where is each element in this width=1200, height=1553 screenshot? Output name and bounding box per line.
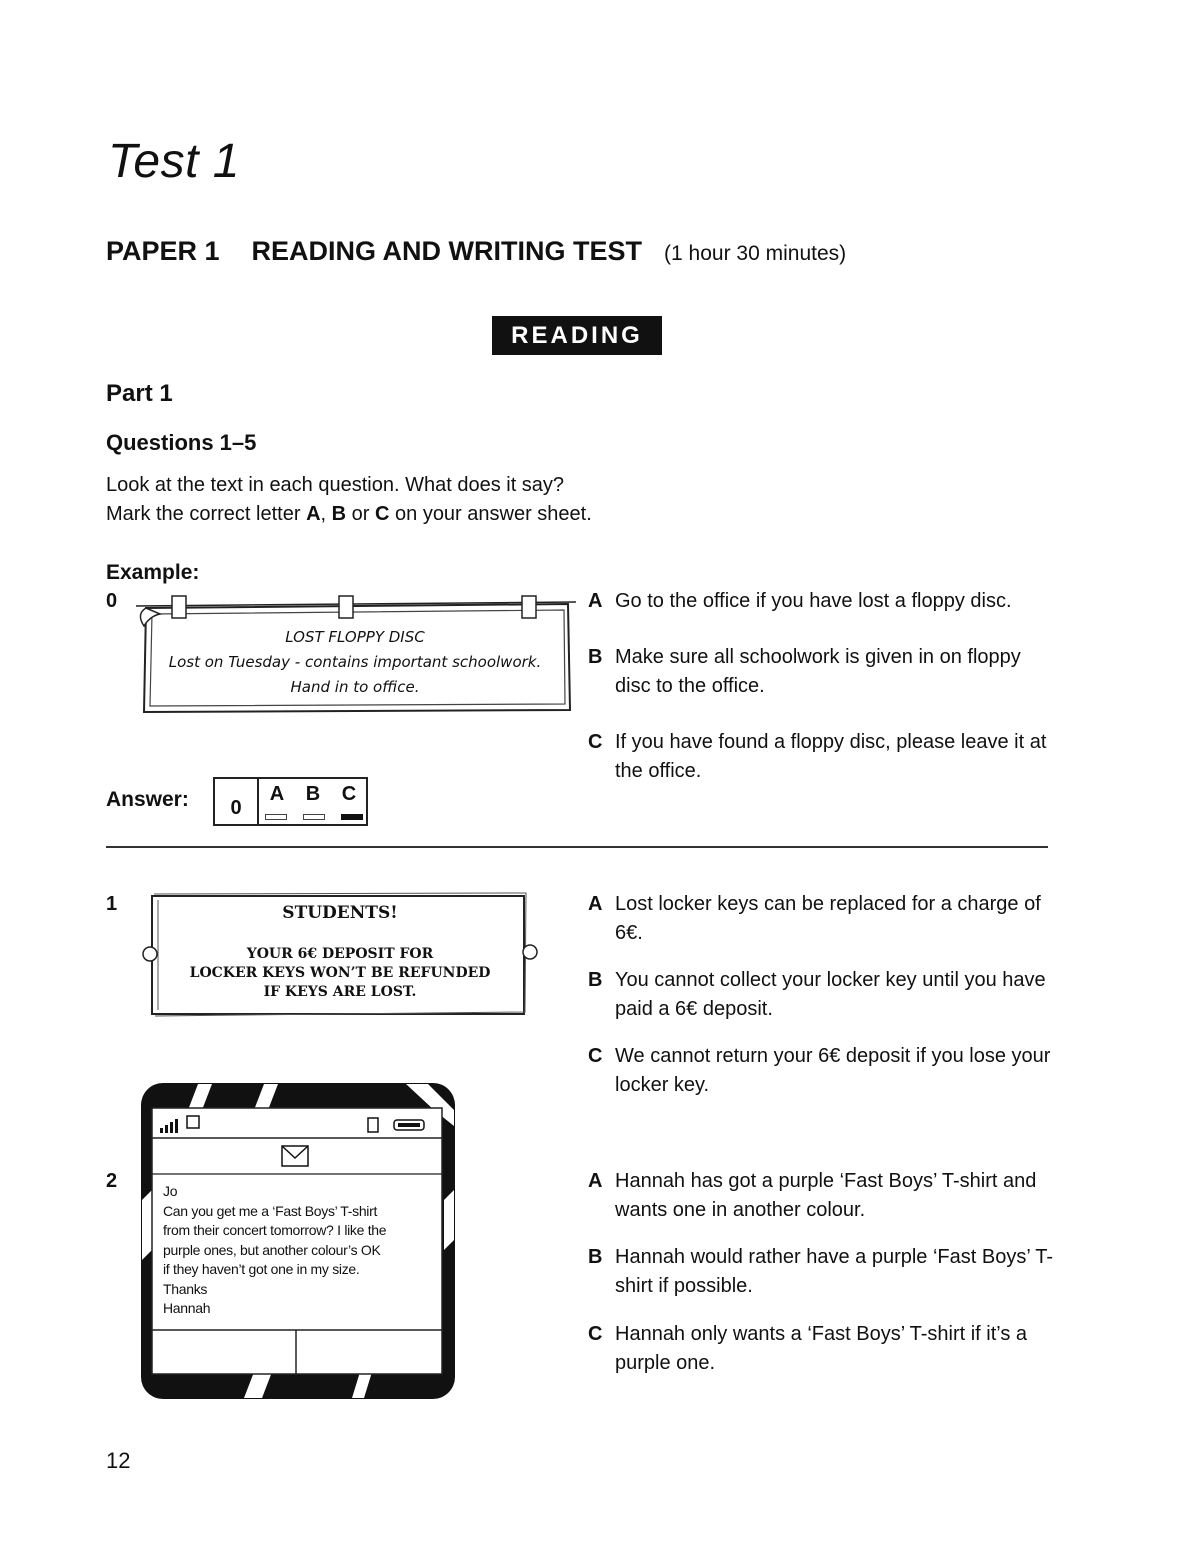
paper-name: READING AND WRITING TEST (251, 236, 643, 266)
answer-letter-b: B (305, 783, 321, 805)
answer-mark-a (265, 814, 287, 820)
option-letter: C (588, 1045, 603, 1067)
answer-letters (259, 783, 367, 806)
example-option-a (588, 587, 1058, 616)
answer-marks (265, 814, 363, 820)
instruction-letter-b: B (331, 503, 347, 525)
option-text: Go to the office if you have lost a floppy disc. (615, 590, 1012, 612)
instruction-text: , (320, 503, 332, 525)
option-text: Lost locker keys can be replaced for a charge of 6€. (615, 893, 1041, 944)
floppy-notice-text (150, 625, 560, 700)
option-text: Hannah only wants a ‘Fast Boys’ T-shirt if it’s a purple one. (615, 1323, 1028, 1374)
example-option-b (588, 643, 1058, 701)
questions-range: Questions 1–5 (106, 430, 257, 455)
option-letter: A (588, 893, 603, 915)
sms-line: from their concert tomorrow? I like the (163, 1222, 387, 1238)
option-text: Hannah has got a purple ‘Fast Boys’ T-shirt and wants one in another colour. (615, 1170, 1037, 1221)
option-letter: A (588, 590, 603, 612)
answer-number: 0 (215, 779, 259, 824)
notice-title: LOST FLOPPY DISC (285, 628, 425, 646)
answer-mark-c-selected (341, 814, 363, 820)
test-title: Test 1 (108, 135, 240, 188)
notice-line: LOCKER KEYS WON’T BE REFUNDED (189, 965, 491, 981)
paper-heading (106, 236, 846, 267)
question-2-option-a (588, 1167, 1058, 1225)
question-1-number: 1 (106, 893, 118, 915)
option-text: Make sure all schoolwork is given in on floppy disc to the office. (615, 646, 1021, 697)
option-text: If you have found a floppy disc, please leave it at the office. (615, 731, 1047, 782)
sms-line: purple ones, but another colour’s OK (163, 1241, 381, 1258)
option-letter: B (588, 969, 603, 991)
notice-line: Hand in to office. (290, 678, 420, 696)
sms-line: if they haven’t got one in my size. (163, 1261, 360, 1277)
students-notice-body (160, 945, 520, 1002)
question-2-option-c (588, 1320, 1058, 1378)
option-text: Hannah would rather have a purple ‘Fast Boys’ T-shirt if possible. (615, 1246, 1054, 1297)
option-letter: C (588, 1323, 603, 1345)
answer-letter-a: A (269, 783, 285, 805)
sms-message-text (163, 1182, 443, 1319)
option-letter: B (588, 1246, 603, 1268)
option-letter: C (588, 731, 603, 753)
option-text: You cannot collect your locker key until you have paid a 6€ deposit. (615, 969, 1046, 1020)
sms-line: Thanks (163, 1280, 208, 1297)
question-2-option-b (588, 1243, 1058, 1301)
example-answer-box (213, 777, 368, 826)
example-number: 0 (106, 590, 118, 612)
notice-line: YOUR 6€ DEPOSIT FOR (246, 946, 434, 962)
question-2-number: 2 (106, 1170, 118, 1192)
instruction-line-2 (106, 503, 592, 526)
students-notice-title: STUDENTS! (282, 903, 398, 923)
answer-mark-b (303, 814, 325, 820)
question-1-option-c (588, 1042, 1058, 1100)
sms-line: Jo (163, 1183, 178, 1199)
notice-line: Lost on Tuesday - contains important schoolwork. (168, 653, 542, 671)
instruction-letter-a: A (306, 503, 321, 525)
sms-line: Hannah (163, 1300, 211, 1316)
sms-line: Can you get me a ‘Fast Boys’ T-shirt (163, 1202, 378, 1219)
answer-label: Answer: (106, 788, 189, 811)
paper-label: PAPER 1 (106, 236, 220, 266)
option-letter: A (588, 1170, 603, 1192)
instruction-text: or (346, 503, 375, 525)
instruction-line-1: Look at the text in each question. What does it say? (106, 474, 565, 496)
question-1-option-a (588, 890, 1058, 948)
paper-duration: (1 hour 30 minutes) (664, 242, 847, 265)
instruction-letter-c: C (375, 503, 390, 525)
instruction-text: Mark the correct letter (106, 503, 307, 525)
answer-letter-c: C (341, 783, 357, 805)
instruction-text: on your answer sheet. (389, 503, 592, 525)
question-1-option-b (588, 966, 1058, 1024)
reading-section-badge: READING (492, 316, 662, 355)
notice-line: IF KEYS ARE LOST. (263, 984, 417, 1000)
example-label: Example: (106, 561, 200, 584)
example-option-c (588, 728, 1058, 786)
option-letter: B (588, 646, 603, 668)
part-title: Part 1 (106, 380, 173, 407)
section-divider (106, 846, 1048, 848)
page-number: 12 (106, 1448, 131, 1473)
option-text: We cannot return your 6€ deposit if you lose your locker key. (615, 1045, 1051, 1096)
